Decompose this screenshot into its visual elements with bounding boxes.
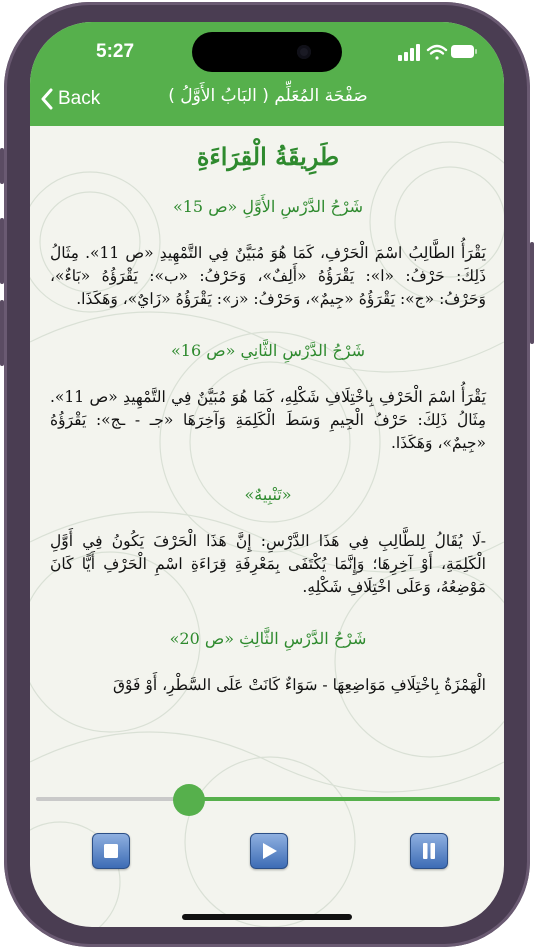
section-title: «تَنْبِيهٌ»: [244, 485, 292, 504]
pause-icon: [421, 842, 437, 860]
lesson-content[interactable]: [30, 126, 504, 786]
status-icons: [398, 42, 478, 62]
progress-fill: [189, 797, 500, 801]
pause-button[interactable]: [410, 833, 448, 869]
section-title: شَرْحُ الدَّرْسِ الثَّالِثِ «ص 20»: [169, 629, 367, 648]
chevron-left-icon: [40, 88, 54, 110]
signal-icon: [398, 44, 420, 61]
section-body: يَقْرَأُ اسْمَ الْحَرْفِ بِاخْتِلَافِ شَكْلِهِ، كَمَا هُوَ مُبَيَّنٌ فِي التَّمْهِيدِ «ص 11». مِثَالُ ذَلِكَ: حَرْفُ الْجِيمِ وَسَطَ الْكَلِمَةِ وَآخِرَهَا «جـ - ـج»: يَقْرَؤُهُ «جِيمٌ»، وَهَكَذَا.: [50, 388, 486, 452]
mute-switch: [0, 148, 4, 184]
page-title: طَرِيقَةُ الْقِرَاءَةِ: [196, 142, 340, 171]
section-body: الْهَمْزَةُ بِاخْتِلَافِ مَوَاضِعِهَا - سَوَاءٌ كَانَتْ عَلَى السَّطْرِ، أَوْ فَوْقَ: [112, 676, 486, 694]
home-indicator[interactable]: [182, 914, 352, 920]
section-title: شَرْحُ الدَّرْسِ الأَوَّلِ «ص 15»: [172, 197, 364, 216]
play-button[interactable]: [250, 833, 288, 869]
back-button[interactable]: [40, 88, 100, 110]
back-label: Back: [58, 88, 101, 109]
volume-up-button: [0, 218, 4, 284]
app-header: [30, 22, 504, 126]
nav-title: صَفْحَة المُعَلِّم ( البَابُ الأَوَّلُ ): [168, 86, 368, 106]
status-time: 5:27: [96, 41, 135, 62]
stop-icon: [103, 843, 119, 859]
wifi-icon: [428, 46, 446, 60]
text-area: [50, 142, 486, 727]
progress-slider-handle[interactable]: [173, 784, 205, 816]
volume-down-button: [0, 300, 4, 366]
play-icon: [260, 842, 278, 860]
section-body: -لَا يُقَالُ لِلطَّالِبِ فِي هَذَا الدَّرْسِ: إِنَّ هَذَا الْحَرْفَ يَكُونُ فِي أَوَّلِ الْكَلِمَةِ، أَوْ آخِرِهَا؛ وَإِنَّمَا يُكْتَفَى بِمَعْرِفَةِ قِرَاءَةِ اسْمِ الْحَرْفِ أَيًّا كَانَ مَوْضِعُهُ، وَعَلَى اخْتِلَافِ شَكْلِهِ.: [50, 532, 486, 596]
section-body: يَقْرَأُ الطَّالِبُ اسْمَ الْحَرْفِ، كَمَا هُوَ مُبَيَّنٌ فِي التَّمْهِيدِ «ص 11». مِثَالُ ذَلِكَ: حَرْفُ: «ا»: يَقْرَؤُهُ «أَلِفٌ»، وَحَرْفُ: «ب»: يَقْرَؤُهُ «بَاءٌ»، وَحَرْفُ: «ج»: يَقْرَؤُهُ «جِيمٌ»، وَحَرْفُ: «ز»: يَقْرَؤُهُ «زَايٌ»، وَهَكَذَا.: [50, 244, 486, 308]
dynamic-island: [192, 32, 342, 72]
section-title: شَرْحُ الدَّرْسِ الثَّانِي «ص 16»: [171, 341, 365, 360]
audio-player: [30, 787, 504, 927]
screen: [30, 22, 504, 927]
camera-icon: [297, 45, 311, 59]
battery-icon: [451, 45, 477, 58]
stop-button[interactable]: [92, 833, 130, 869]
power-button: [530, 242, 534, 344]
